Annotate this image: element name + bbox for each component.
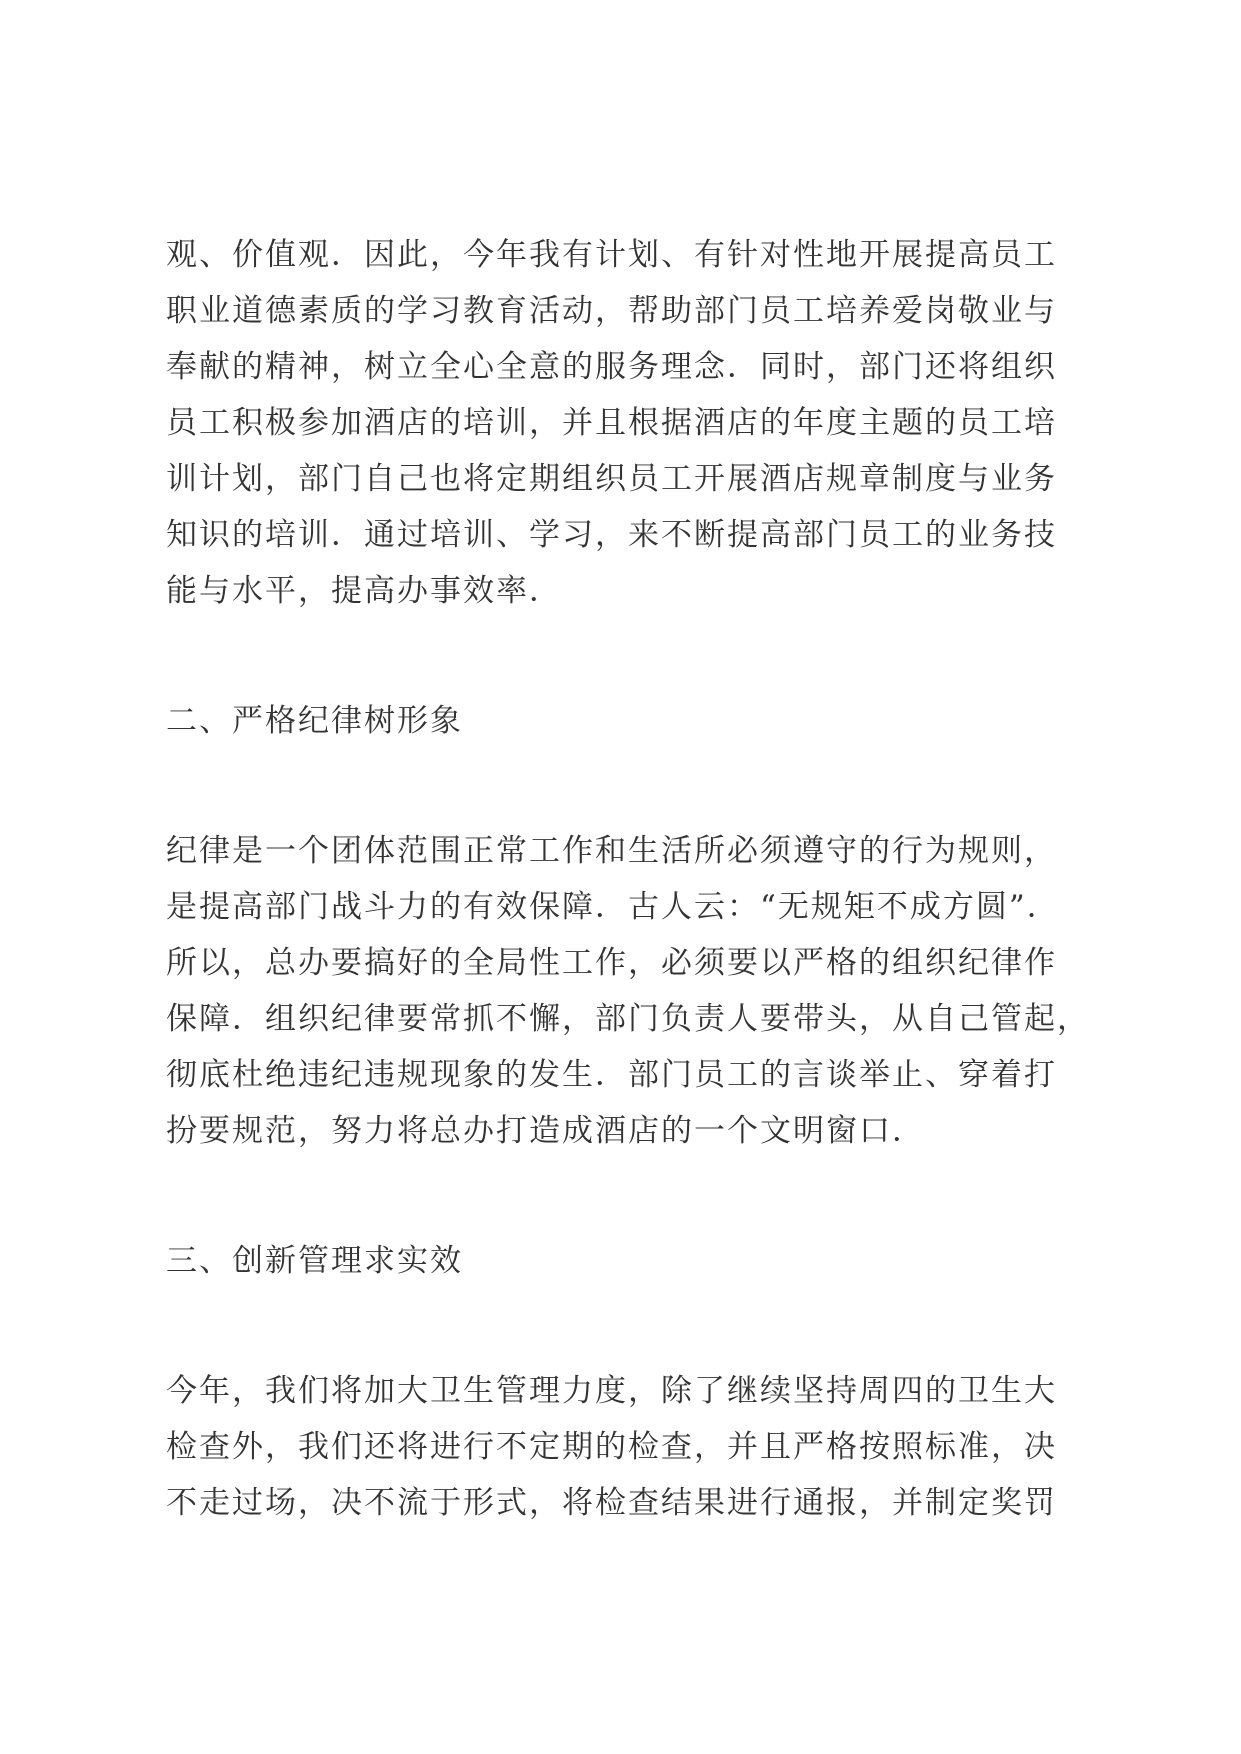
- paragraph-line: 训计划，部门自己也将定期组织员工开展酒店规章制度与业务: [166, 461, 1057, 497]
- paragraph-line: 保障．组织纪律要常抓不懈，部门负责人要带头，从自己管起，: [166, 1001, 1090, 1037]
- paragraph-line: 是提高部门战斗力的有效保障．古人云：“无规矩不成方圆”．: [166, 889, 1060, 925]
- paragraph-line: 检查外，我们还将进行不定期的检查，并且严格按照标准，决: [166, 1429, 1057, 1465]
- paragraph-line: 观、价值观．因此，今年我有计划、有针对性地开展提高员工: [166, 237, 1057, 273]
- section-heading-3: 三、创新管理求实效: [166, 1243, 463, 1279]
- paragraph-line: 不走过场，决不流于形式，将检查结果进行通报，并制定奖罚: [166, 1485, 1057, 1521]
- paragraph-line: 今年，我们将加大卫生管理力度，除了继续坚持周四的卫生大: [166, 1373, 1057, 1409]
- paragraph-line: 员工积极参加酒店的培训，并且根据酒店的年度主题的员工培: [166, 405, 1057, 441]
- paragraph-line: 职业道德素质的学习教育活动，帮助部门员工培养爱岗敬业与: [166, 293, 1057, 329]
- paragraph-line: 知识的培训．通过培训、学习，来不断提高部门员工的业务技: [166, 517, 1057, 553]
- paragraph-line: 纪律是一个团体范围正常工作和生活所必须遵守的行为规则，: [166, 833, 1057, 869]
- paragraph-line: 奉献的精神，树立全心全意的服务理念．同时，部门还将组织: [166, 349, 1057, 385]
- paragraph-line: 能与水平，提高办事效率．: [166, 573, 562, 609]
- paragraph-line: 所以，总办要搞好的全局性工作，必须要以严格的组织纪律作: [166, 945, 1057, 981]
- section-heading-2: 二、严格纪律树形象: [166, 703, 463, 739]
- paragraph-line: 扮要规范，努力将总办打造成酒店的一个文明窗口．: [166, 1113, 925, 1149]
- paragraph-line: 彻底杜绝违纪违规现象的发生．部门员工的言谈举止、穿着打: [166, 1057, 1057, 1093]
